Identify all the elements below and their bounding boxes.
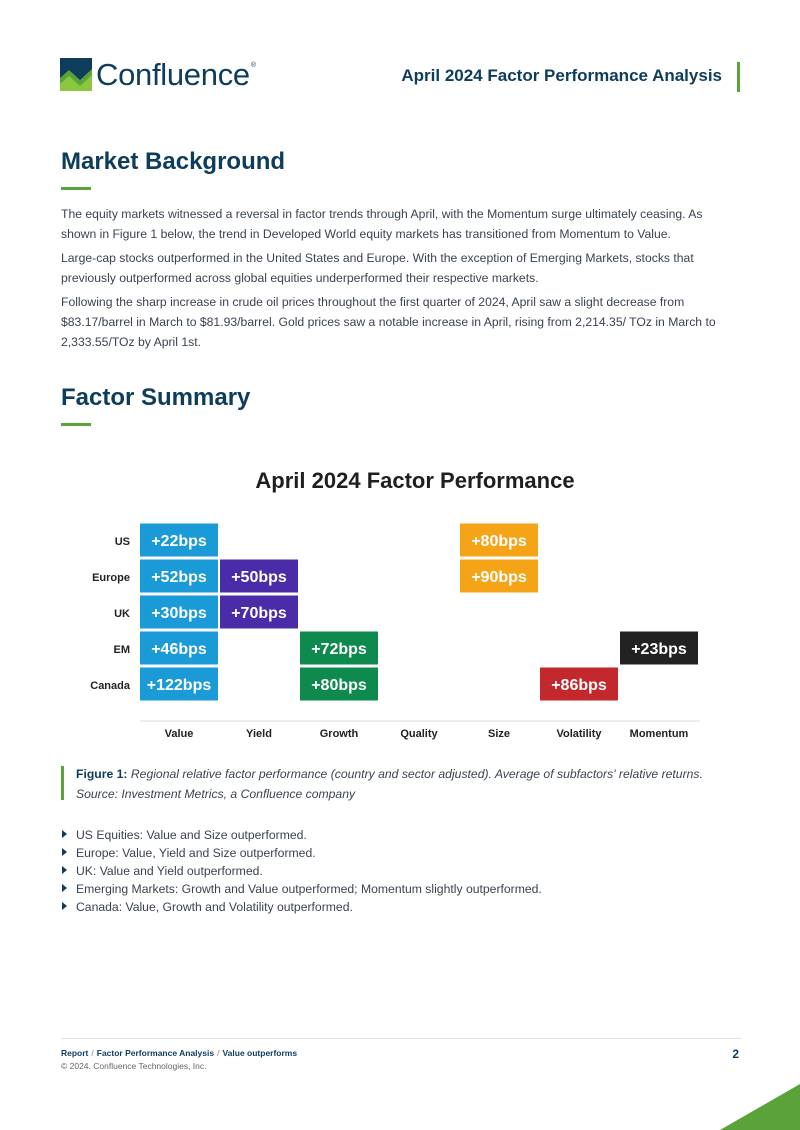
cell-label-canada-growth: +80bps [311,677,367,694]
cell-label-europe-size: +90bps [471,569,527,586]
trademark-mark: ® [250,62,257,69]
page-number: 2 [732,1047,739,1061]
column-label-momentum: Momentum [629,728,689,740]
column-label-growth: Growth [319,728,359,740]
list-item-text: Emerging Markets: Growth and Value outperformed; Momentum slightly outperformed. [76,882,542,896]
header-accent-bar [737,62,740,92]
breadcrumb-separator: / [217,1048,220,1058]
market-background-heading: Market Background [61,148,286,175]
list-item [61,880,542,898]
column-label-quality: Quality [400,728,438,740]
cell-label-uk-value: +30bps [151,605,207,622]
triangle-bullet-icon [62,848,67,856]
heading-underline [61,423,91,426]
row-label-uk: UK [114,608,130,620]
column-label-value: Value [164,728,194,740]
row-label-europe: Europe [92,572,130,584]
list-item-text: UK: Value and Yield outperformed. [76,864,263,878]
column-label-size: Size [487,728,511,740]
figure-caption-text: Regional relative factor performance (country and sector adjusted). Average of subfactors' relative returns. Source: Investment Metrics, a Confluence company [76,767,703,801]
row-label-canada: Canada [90,680,130,692]
list-item [61,898,542,916]
triangle-bullet-icon [62,866,67,874]
report-title: April 2024 Factor Performance Analysis [401,66,722,85]
cell-label-us-value: +22bps [151,533,207,550]
cell-label-europe-yield: +50bps [231,569,287,586]
footer-divider [61,1038,741,1039]
footer-breadcrumb [61,1048,297,1058]
cell-label-em-value: +46bps [151,641,207,658]
triangle-bullet-icon [62,884,67,892]
breadcrumb-item: Report [61,1048,89,1058]
list-item-text: Canada: Value, Growth and Volatility outperformed. [76,900,353,914]
figure-caption [76,764,741,804]
corner-decoration [720,1084,800,1130]
list-item-text: US Equities: Value and Size outperformed. [76,828,307,842]
copyright: © 2024. Confluence Technologies, Inc. [61,1061,207,1071]
heading-underline [61,187,91,190]
row-label-us: US [114,536,130,548]
paragraph: Large-cap stocks outperformed in the United States and Europe. With the exception of Emerging Markets, stocks that previously outperformed across global equities underperformed their respective markets. [61,251,694,285]
row-label-em: EM [113,644,130,656]
factor-bullets [61,826,542,916]
confluence-logo [60,58,256,91]
paragraph: Following the sharp increase in crude oil prices throughout the first quarter of 2024, April saw a slight decrease from $83.17/barrel in March to $81.93/barrel. Gold prices saw a notable increase in April, rising from 2,214.35/ TOz in March to 2,333.55/TOz by April 1st. [61,295,716,349]
column-label-volatility: Volatility [556,728,602,740]
list-item [61,862,542,880]
chart-title: April 2024 Factor Performance [255,468,575,493]
cell-label-europe-value: +52bps [151,569,207,586]
confluence-logo-mark-icon [60,58,92,91]
list-item [61,826,542,844]
cell-label-us-size: +80bps [471,533,527,550]
breadcrumb-separator: / [91,1048,94,1058]
caption-accent-bar [61,766,64,800]
list-item-text: Europe: Value, Yield and Size outperformed. [76,846,316,860]
cell-label-em-growth: +72bps [311,641,367,658]
triangle-bullet-icon [62,902,67,910]
cell-label-canada-volatility: +86bps [551,677,607,694]
list-item [61,844,542,862]
paragraph: The equity markets witnessed a reversal in factor trends through April, with the Momentum surge ultimately ceasing. As shown in Figure 1 below, the trend in Developed World equity markets has transitioned from Momentum to Value. [61,207,703,241]
cell-label-uk-yield: +70bps [231,605,287,622]
cell-label-canada-value: +122bps [146,677,212,694]
triangle-bullet-icon [62,830,67,838]
factor-summary-heading: Factor Summary [61,384,251,411]
breadcrumb-item: Factor Performance Analysis [96,1048,215,1058]
factor-performance-chart [0,460,800,750]
breadcrumb-item: Value outperforms [222,1048,298,1058]
figure-label: Figure 1: [76,767,128,781]
brand-name: Confluence [96,57,250,92]
column-label-yield: Yield [246,728,272,740]
cell-label-em-momentum: +23bps [631,641,687,658]
